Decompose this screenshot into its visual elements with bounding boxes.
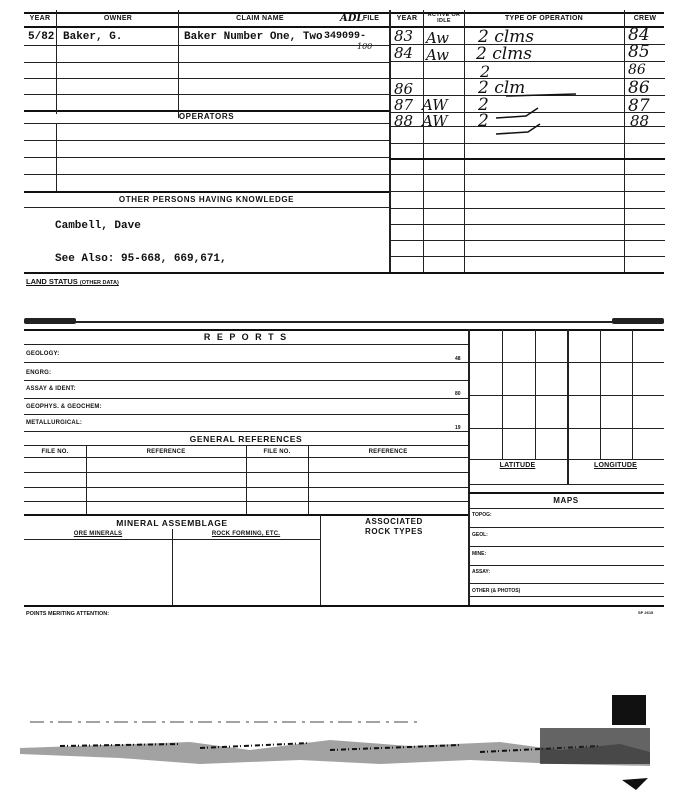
points-label: POINTS MERITING ATTENTION: xyxy=(26,611,110,617)
maps-title: MAPS xyxy=(553,496,579,505)
divider xyxy=(308,445,309,514)
reports-title: R E P O R T S xyxy=(203,332,289,342)
row-line xyxy=(24,431,468,432)
activity-year: 87 xyxy=(394,96,414,114)
col-owner-header: OWNER xyxy=(103,15,133,22)
see-also: See Also: 95-668, 669,671, xyxy=(55,253,227,265)
grid-line xyxy=(567,329,569,484)
row-line xyxy=(389,191,665,192)
ref-reference-header: REFERENCE xyxy=(146,449,186,455)
section-border xyxy=(24,321,664,323)
row-line xyxy=(389,240,665,241)
report-metallurgical: METALLURGICAL: xyxy=(26,420,83,426)
row-line xyxy=(389,143,665,144)
divider xyxy=(246,445,247,514)
operators-title: OPERATORS xyxy=(178,112,235,121)
grid-line xyxy=(468,484,664,485)
activity-status: AW xyxy=(422,112,448,130)
report-engrg: ENGRG: xyxy=(26,370,52,376)
knowledge-title: OTHER PERSONS HAVING KNOWLEDGE xyxy=(118,195,295,204)
divider xyxy=(320,514,321,606)
row-line xyxy=(24,398,468,399)
longitude-label: LONGITUDE xyxy=(593,462,638,469)
activity-operation: 2 clm xyxy=(478,78,526,98)
activity-crew: 86 xyxy=(628,78,650,98)
row-line xyxy=(24,62,389,63)
row-line xyxy=(468,546,664,547)
separator-bar-right xyxy=(612,318,664,324)
ore-minerals-header: ORE MINERALS xyxy=(73,531,123,537)
row-line xyxy=(389,256,665,257)
scan-artifact xyxy=(0,680,678,800)
record-year: 5/82 xyxy=(28,31,55,43)
form-code: SP 2615 xyxy=(638,610,654,615)
activity-year: 86 xyxy=(394,80,414,98)
activity-operation: 2 xyxy=(478,95,489,115)
rock-forming-header: ROCK FORMING, ETC. xyxy=(211,531,281,537)
ref-file-no-header: FILE NO. xyxy=(41,449,69,455)
section-border xyxy=(24,605,664,607)
row-line xyxy=(468,596,664,597)
divider xyxy=(56,123,57,191)
maps-geol: GEOL: xyxy=(472,532,488,538)
row-line xyxy=(24,157,389,158)
handwriting-strokes xyxy=(466,56,626,136)
col-year2-header: YEAR xyxy=(396,15,418,22)
activity-crew: 86 xyxy=(628,62,646,78)
mineral-title: MINERAL ASSEMBLAGE xyxy=(116,518,228,528)
record-file-number: 349099- xyxy=(324,31,367,42)
col-crew-header: CREW xyxy=(633,15,657,22)
row-line xyxy=(24,207,389,208)
record-claim-name: Baker Number One, Two xyxy=(184,31,323,43)
divider xyxy=(86,445,87,514)
row-line xyxy=(24,94,389,95)
maps-other: OTHER (& PHOTOS) xyxy=(472,588,521,594)
row-line xyxy=(24,123,389,124)
col-file-header: FILE xyxy=(362,15,380,22)
rock-types-header: ROCK TYPES xyxy=(364,527,423,536)
row-line xyxy=(24,174,389,175)
activity-operation: 2 clms xyxy=(476,44,533,64)
col-operation-header: TYPE OF OPERATION xyxy=(504,15,584,22)
activity-status: Aw xyxy=(426,46,449,64)
divider xyxy=(56,26,57,114)
col-year-header: YEAR xyxy=(29,15,51,22)
grid-line xyxy=(632,329,633,459)
row-line xyxy=(468,565,664,566)
divider xyxy=(178,10,179,118)
report-num: 80 xyxy=(455,391,461,397)
row-line xyxy=(389,208,665,209)
activity-crew: 85 xyxy=(628,42,650,62)
row-line xyxy=(468,583,664,584)
report-assay: ASSAY & IDENT: xyxy=(26,386,76,392)
activity-status: Aw xyxy=(426,29,449,47)
header-bottom-border xyxy=(24,26,664,28)
col-claim-name-header: CLAIM NAME xyxy=(236,15,284,22)
row-line xyxy=(24,380,468,381)
row-line xyxy=(468,508,664,509)
row-line xyxy=(389,158,665,160)
row-line xyxy=(468,527,664,528)
row-line xyxy=(24,344,468,345)
activity-crew: 88 xyxy=(630,112,650,130)
grid-line xyxy=(600,329,601,459)
record-file-suffix: 100 xyxy=(357,42,373,51)
activity-operation: 2 xyxy=(478,111,489,131)
col-active-header: ACTIVE OR IDLE xyxy=(427,12,461,24)
divider xyxy=(624,10,625,274)
divider xyxy=(172,529,173,606)
grid-line xyxy=(468,395,664,396)
file-stamp: ADL xyxy=(340,13,364,24)
activity-status: AW xyxy=(422,96,448,114)
ref-file-no2-header: FILE NO. xyxy=(263,449,291,455)
grid-line xyxy=(468,362,664,363)
report-num: 48 xyxy=(455,356,461,362)
associated-header: ASSOCIATED xyxy=(365,517,423,526)
grid-line xyxy=(468,492,664,494)
record-owner: Baker, G. xyxy=(63,31,123,43)
maps-topog: TOPOG: xyxy=(472,512,492,518)
row-line xyxy=(24,514,468,516)
divider xyxy=(389,10,391,274)
maps-mine: MINE: xyxy=(472,551,487,557)
ref-reference2-header: REFERENCE xyxy=(368,449,408,455)
row-line xyxy=(24,78,389,79)
row-line xyxy=(389,174,665,175)
row-line xyxy=(24,414,468,415)
row-line xyxy=(24,140,389,141)
report-geology: GEOLOGY: xyxy=(26,351,60,357)
grid-line xyxy=(468,428,664,429)
row-line xyxy=(24,362,468,363)
report-geophys: GEOPHYS. & GEOCHEM: xyxy=(26,404,102,410)
maps-assay: ASSAY: xyxy=(472,569,491,575)
activity-crew: 84 xyxy=(628,25,650,45)
land-status-label: LAND STATUS (OTHER DATA) xyxy=(26,277,119,286)
grid-line xyxy=(535,329,536,459)
row-line xyxy=(389,224,665,225)
row-line xyxy=(24,45,389,46)
section-border xyxy=(24,272,664,274)
divider xyxy=(423,10,424,274)
activity-operation: 2 xyxy=(480,62,491,81)
activity-operation: 2 clms xyxy=(478,27,535,47)
report-num: 19 xyxy=(455,425,461,431)
latitude-label: LATITUDE xyxy=(499,462,536,469)
divider xyxy=(464,10,465,274)
grid-line xyxy=(468,459,664,460)
knowledge-person: Cambell, Dave xyxy=(55,220,141,232)
divider xyxy=(56,10,57,26)
activity-year: 84 xyxy=(394,44,414,62)
grid-line xyxy=(502,329,503,459)
activity-year: 88 xyxy=(394,112,414,130)
activity-crew: 87 xyxy=(628,96,650,116)
activity-year: 83 xyxy=(394,27,414,45)
general-refs-title: GENERAL REFERENCES xyxy=(189,434,303,444)
row-line xyxy=(24,191,389,193)
